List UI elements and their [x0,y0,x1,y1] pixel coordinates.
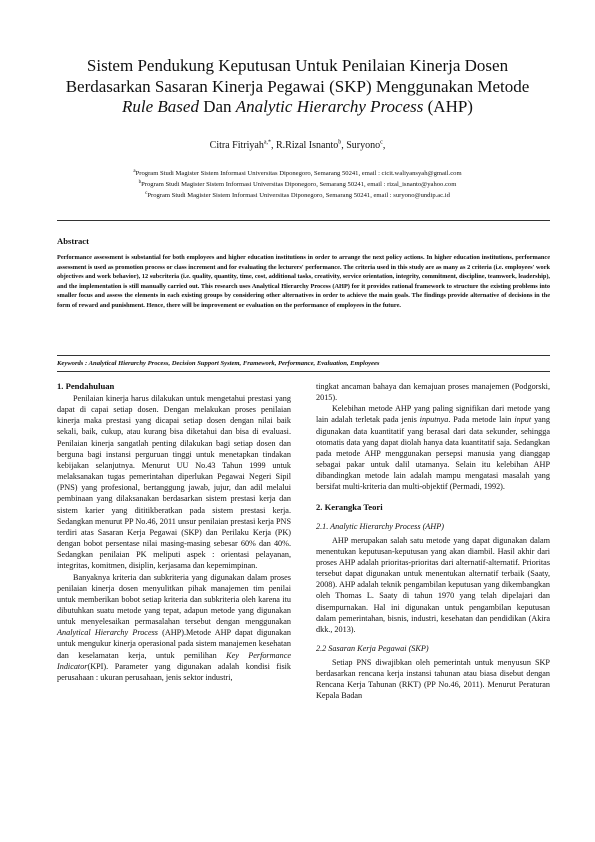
title-line-3 [40,97,555,118]
keywords-line: Keywords : Analytical Hierarchy Process, Decision Support System, Framework, Performance, Evaluation, Employees [57,360,380,367]
paragraph: Setiap PNS diwajibkan oleh pemerintah untuk menyusun SKP berdasarkan rencana kerja instansi tahunan atau biasa disebut dengan Rencana Kerja Tahunan (RKT) (PP No.46, 2011). Menurut Peraturan Kepala Badan [316,657,550,701]
paragraph-text: Kelebihan metode AHP yang paling signifikan dari metode yang lain adalah terletak pada jenis [316,404,550,425]
author-separator: , [271,140,277,151]
affiliation-a [40,167,555,178]
affiliation-sup: a [133,169,136,174]
paragraph-text: (KPI). Parameter yang digunakan adalah kondisi fisik perusahaan : ukuran perusahaan, jenis sektor industri, [57,661,291,682]
title-ahp-abbrev: (AHP) [423,97,473,116]
divider-top [57,220,550,221]
affiliation-sup: b [138,180,142,186]
divider-body [57,371,550,372]
subsection-heading-ahp: 2.1. Analytic Hierarchy Process (AHP) [316,521,444,531]
paragraph: AHP merupakan salah satu metode yang dapat digunakan dalam menentukan keputusan-keputusan yang akan diambil. Hasil akhir dari proses AHP adalah prioritas-prioritas dari alternatif-alternatif. Prioritas tersebut dapat digunakan untuk menentukan alternatif terbaik (Saaty, 2008). AHP adalah teknik pengambilan keputusan yang dikembangkan oleh Thomas L. Saaty di tahun 1970 yang telah dipelajari dan disempurnakan. Hal ini digunakan untuk pengambilan keputusan dalam pemerintahan, bisnis, industri, kesehatan dan pendidikan (Akira dkk., 2013). [316,535,550,634]
paragraph-text: yang digunakan data kuantitatif yang berasal dari data sekunder, sehingga otomatis data yang dapat diolah hanya data kuantitatif saja. Sedangkan pada metode AHP menggunakan persepsi manusia yang dianggap sebagai pakar untuk dalil utamanya. Selain itu kelebihan AHP dibandingkan metode lain adalah mampu mengatasi masalah yang bersifat multi-kriteria dan multi-objektif (Permadi, 1992). [316,415,550,492]
abstract-body: Performance assessment is substantial for both employees and higher education institutions in order to arrange the next policy actions. In higher education institutions, performance assessment is used as promotion process or class increment and for evaluating the lecturers' performance. The criteria used in this study are as many as 2 criteria (i.e. employees' work objectives and work behavior), 12 subcriteria (i.e. quality, quantity, time, cost, additional tasks, creativity, service orientation, integrity, commitment, discipline, teamwork, leadership), and the implementation is still manually carried out. This research uses Analytical Hierarchy Process (AHP) for it provides rational framework to structure the existing problems into smaller focus and assess the elements in each existing groups by considering other alternatives in order to achieve the main goals. The findings provide alternative of decisions in the form of reward and punishment. Hence, there will be improvement or evaluation on the performance of employees in the future. [57,254,550,309]
paragraph [316,403,550,492]
spacer [316,493,550,502]
title-italic-ahp: Analytic Hierarchy Process [235,97,424,116]
author-2: R.Rizal Isnanto [276,140,339,151]
paragraph-italic: input [514,415,532,425]
title-dan: Dan [198,97,236,116]
affiliation-b [40,178,555,189]
author-separator: , [341,140,347,151]
author-list [40,140,555,152]
divider-keywords [57,355,550,356]
title-italic-rule-based: Rule Based [122,97,199,116]
affiliation-c [40,189,555,200]
subsection-heading-skp: 2.2 Sasaran Kerja Pegawai (SKP) [316,643,429,653]
abstract-heading: Abstract [57,236,89,246]
paragraph: Penilaian kinerja harus dilakukan untuk mengetahui prestasi yang dapat di capai setiap dosen. Dengan melakukan proses penilaian kinerja maka prestasi yang dicapai setiap dosen dengan nilai baik sekali, baik, cukup, atau kurang bisa diketahui dan bisa di evaluasi. Penilaian kinerja sangatlah penting dilakukan bagi setiap dosen dan berguna bagi instansi perguruan tinggi untuk menetapkan tindakan kebijakan selanjutnya. Menurut UU No.43 Tahun 1999 untuk melaksanakan tugas pemerintahan diperlukan Pegawai Negeri Sipil (PNS) yang profesional, bertanggung jawab, jujur, dan adil melalui pembinaan yang dilaksanakan berdasarkan sistem prestasi kerja dan sistem karier yang dititikberatkan pada sistem prestasi kerja. Sedangkan menurut PP No.46, 2011 unsur penilaian prestasi kerja PNS terdiri atas Sasaran Kerja Pegawai (SKP) dan Perilaku Kerja (PK) dengan bobot persentase nilai masing-masing sebesar 60% dan 40%. Sedangkan penilaian PK meliputi aspek : orientasi pelayanan, integritas, komitmen, disiplin, kerjasama dan kepemimpinan. [57,394,291,571]
author-1-sup: a,* [263,139,272,146]
affiliation-text: Program Studi Magister Sistem Informasi Universitas Diponegoro, Semarang 50241, email : cicit.waliyansyah@gmail.com [135,170,462,178]
paragraph: tingkat ancaman bahaya dan kemajuan proses manajemen (Podgorski, 2015). [316,382,550,403]
author-1: Citra Fitriyah [209,140,264,151]
paragraph [57,572,291,684]
title-line-2: Berdasarkan Sasaran Kinerja Pegawai (SKP) Menggunakan Metode [65,76,530,96]
paper-title [40,56,555,118]
author-3: Suryono [346,140,381,151]
paragraph-italic: inputnya [419,415,449,425]
paragraph-text: . Pada metode lain [448,415,515,425]
left-column [57,381,291,683]
author-2-sup: b [338,139,342,146]
right-column [316,381,550,702]
paragraph-italic: Key Performance Indicator [57,650,291,671]
paragraph-italic: Analytical Hierarchy Process [57,628,158,638]
section-heading-kerangka-teori: 2. Kerangka Teori [316,501,383,512]
paragraph-text: Banyaknya kriteria dan subkriteria yang digunakan dalam proses penilaian kinerja dosen menyulitkan pihak manajemen tim penilai untuk memberikan bobot setiap kriteria dan subkriteria oleh karena itu dibutuhkan suatu metode yang tepat, adapun metode yang digunakan untuk menyelesaikan permasalahan tersebut dengan menggunakan [57,572,291,627]
title-line-1: Sistem Pendukung Keputusan Untuk Penilaian Kinerja Dosen [86,56,509,75]
section-heading-pendahuluan: 1. Pendahuluan [57,381,115,391]
author-3-sup: c [380,139,383,146]
paragraph-text: (AHP).Metode AHP dapat digunakan untuk mengukur kinerja operasional pada sistem manajemen kesehatan dan keselamatan kerja, untuk pemilihan [57,628,291,660]
affiliation-text: Program Studi Magister Sistem Informasi Universitas Diponegoro, Semarang 50241, email : rizal_isnanto@yahoo.com [141,181,457,189]
affiliation-text: Program Studi Magister Sistem Informasi Universitas Diponegoro, Semarang 50241, email : suryono@undip.ac.id [147,192,450,200]
author-end: , [382,140,386,151]
affiliations [40,167,555,201]
affiliation-sup: c [145,191,148,197]
